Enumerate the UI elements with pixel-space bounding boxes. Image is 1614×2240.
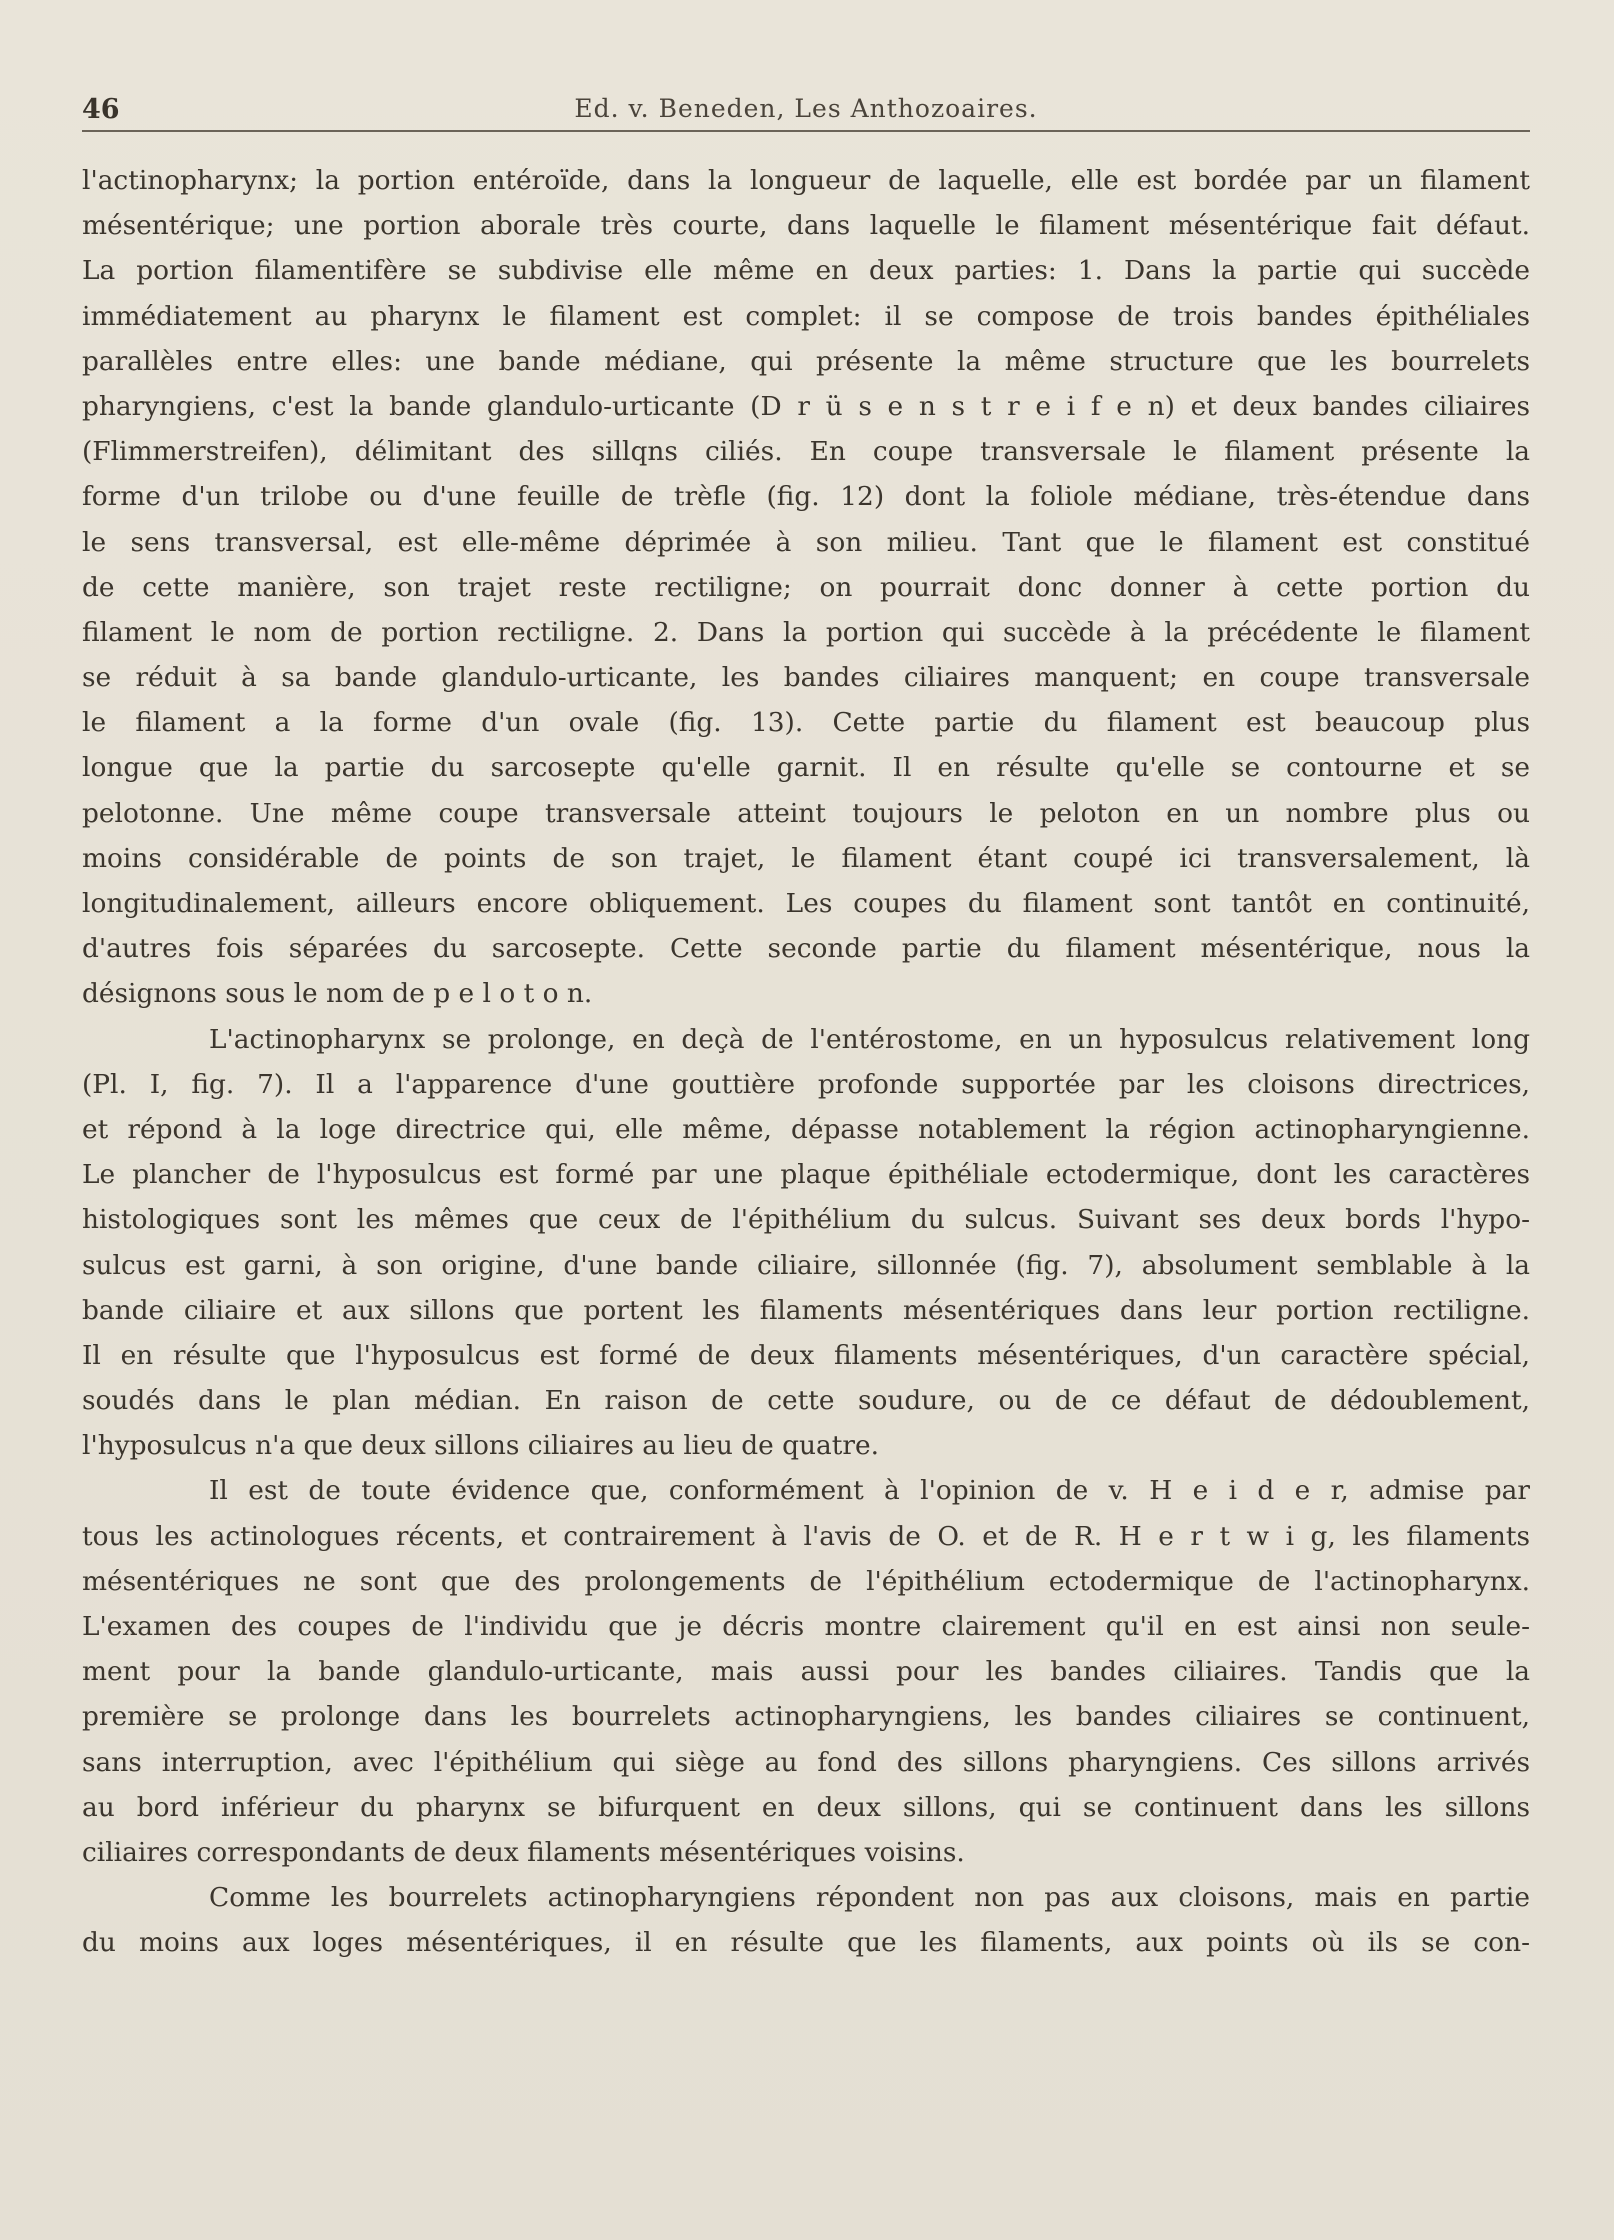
text-line: L'examen des coupes de l'individu que je décris montre clairement qu'il en est ainsi non seule- [82, 1611, 1530, 1642]
text-line: désignons sous le nom de p e l o t o n. [82, 978, 593, 1010]
text-line: bande ciliaire et aux sillons que portent les filaments mésentériques dans leur portion rectiligne. [82, 1294, 1530, 1326]
text-line: pelotonne. Une même coupe transversale atteint toujours le peloton en un nombre plus ou [82, 797, 1530, 829]
text-line: et répond à la loge directrice qui, elle même, dépasse notablement la région actinopharyngienne. [82, 1113, 1530, 1145]
text-line: L'actinopharynx se prolonge, en deçà de l'entérostome, en un hyposulcus relativement long [209, 1023, 1530, 1055]
page-number: 46 [82, 94, 120, 125]
text-line: Le plancher de l'hyposulcus est formé par une plaque épithéliale ectodermique, dont les caractères [82, 1159, 1530, 1191]
text-line: première se prolonge dans les bourrelets actinopharyngiens, les bandes ciliaires se continuent, [82, 1701, 1530, 1733]
text-line: sans interruption, avec l'épithélium qui siège au fond des sillons pharyngiens. Ces sillons arrivés [82, 1746, 1530, 1778]
text-line: histologiques sont les mêmes que ceux de l'épithélium du sulcus. Suivant ses deux bords l'hypo- [82, 1204, 1530, 1236]
text-line: l'actinopharynx; la portion entéroïde, dans la longueur de laquelle, elle est bordée par un filament [82, 165, 1530, 196]
text-line: le filament a la forme d'un ovale (fig. 13). Cette partie du filament est beaucoup plus [82, 707, 1530, 739]
text-line: se réduit à sa bande glandulo-urticante, les bandes ciliaires manquent; en coupe transversale [82, 662, 1530, 694]
text-line: Il est de toute évidence que, conformément à l'opinion de v. H e i d e r, admise par [209, 1475, 1530, 1507]
text-line: (Pl. I, fig. 7). Il a l'apparence d'une gouttière profonde supportée par les cloisons directrices, [82, 1068, 1530, 1100]
header-rule [82, 130, 1530, 132]
text-line: parallèles entre elles: une bande médiane, qui présente la même structure que les bourrelets [82, 345, 1530, 377]
text-line: du moins aux loges mésentériques, il en résulte que les filaments, aux points où ils se con- [82, 1927, 1530, 1959]
text-line: le sens transversal, est elle-même déprimée à son milieu. Tant que le filament est constitué [82, 526, 1530, 558]
text-line: sulcus est garni, à son origine, d'une bande ciliaire, sillonnée (fig. 7), absolument semblable à la [82, 1249, 1530, 1281]
text-line: Comme les bourrelets actinopharyngiens répondent non pas aux cloisons, mais en partie [209, 1882, 1530, 1914]
text-line: mésentériques ne sont que des prolongements de l'épithélium ectodermique de l'actinopharynx. [82, 1565, 1530, 1597]
running-head: Ed. v. Beneden, Les Anthozoaires. [574, 94, 1038, 123]
text-line: La portion filamentifère se subdivise elle même en deux parties: 1. Dans la partie qui succède [82, 255, 1530, 287]
text-line: longue que la partie du sarcosepte qu'elle garnit. Il en résulte qu'elle se contourne et se [82, 752, 1530, 784]
text-line: ciliaires correspondants de deux filaments mésentériques voisins. [82, 1836, 965, 1868]
text-line: l'hyposulcus n'a que deux sillons ciliaires au lieu de quatre. [82, 1430, 880, 1462]
text-line: immédiatement au pharynx le filament est complet: il se compose de trois bandes épithéliales [82, 300, 1530, 332]
text-line: longitudinalement, ailleurs encore obliquement. Les coupes du filament sont tantôt en continuité, [82, 888, 1530, 919]
body-text [82, 158, 1530, 1966]
text-line: au bord inférieur du pharynx se bifurquent en deux sillons, qui se continuent dans les sillons [82, 1791, 1530, 1823]
text-line: mésentérique; une portion aborale très courte, dans laquelle le filament mésentérique fait défaut. [82, 210, 1530, 242]
text-line: moins considérable de points de son trajet, le filament étant coupé ici transversalement, là [82, 842, 1530, 874]
text-line: pharyngiens, c'est la bande glandulo-urticante (D r ü s e n s t r e i f e n) et deux bandes ciliaires [82, 390, 1530, 422]
text-line: de cette manière, son trajet reste rectiligne; on pourrait donc donner à cette portion du [82, 571, 1530, 603]
text-line: soudés dans le plan médian. En raison de cette soudure, ou de ce défaut de dédoublement, [82, 1385, 1530, 1417]
text-line: filament le nom de portion rectiligne. 2. Dans la portion qui succède à la précédente le filament [82, 616, 1530, 648]
text-line: d'autres fois séparées du sarcosepte. Cette seconde partie du filament mésentérique, nous la [82, 933, 1530, 965]
text-line: ment pour la bande glandulo-urticante, mais aussi pour les bandes ciliaires. Tandis que la [82, 1656, 1530, 1688]
text-line: Il en résulte que l'hyposulcus est formé de deux filaments mésentériques, d'un caractère spécial, [82, 1339, 1530, 1371]
text-line: forme d'un trilobe ou d'une feuille de trèfle (fig. 12) dont la foliole médiane, très-étendue dans [82, 481, 1530, 513]
text-line: (Flimmerstreifen), délimitant des sillqns ciliés. En coupe transversale le filament présente la [82, 436, 1530, 468]
page-header [82, 90, 1530, 130]
text-line: tous les actinologues récents, et contrairement à l'avis de O. et de R. H e r t w i g, les filaments [82, 1520, 1530, 1552]
